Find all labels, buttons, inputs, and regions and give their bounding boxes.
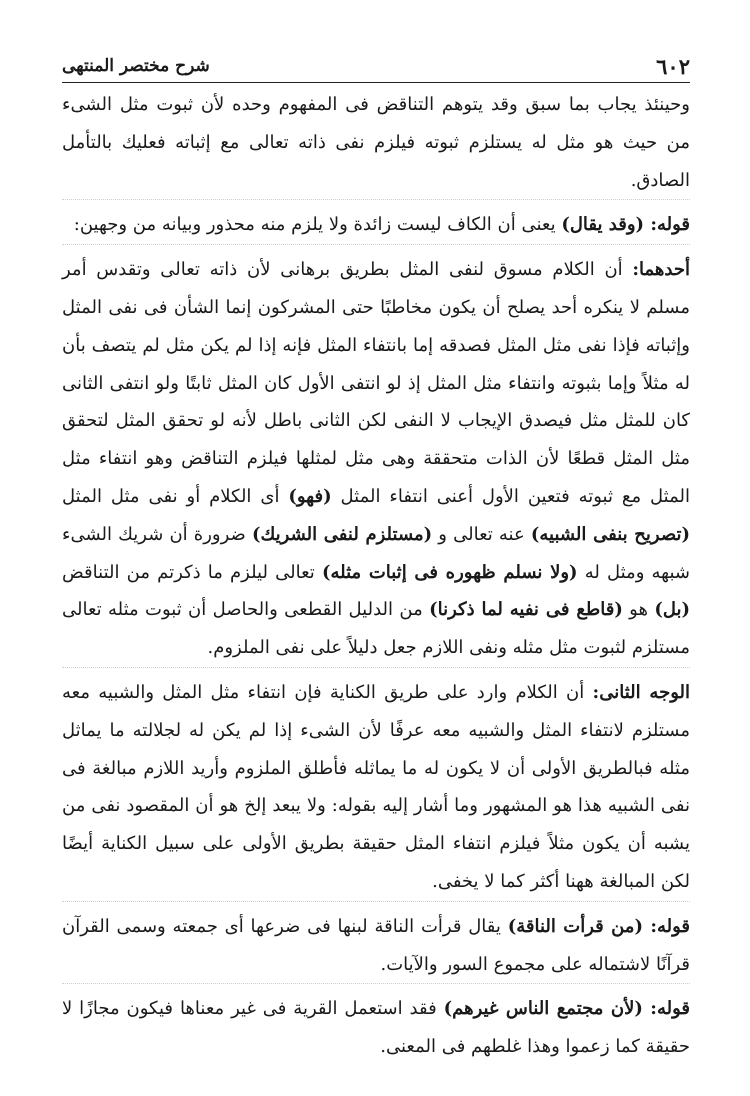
- paragraph-text: من الدليل القطعى والحاصل أن ثبوت مثله تعالى مستلزم لثبوت مثل مثله ونفى اللازم جعل دليلاً على نفى الملزوم.: [62, 599, 690, 659]
- commentary-lemma: (فهو): [288, 485, 332, 507]
- commentary-lemma: أحدهما:: [632, 259, 690, 281]
- commentary-lemma: قوله: (لأن مجتمع الناس غيرهم): [443, 998, 690, 1020]
- paragraph-separator: [62, 983, 690, 984]
- paragraph-text: وحينئذ يجاب بما سبق وقد يتوهم التناقض فى المفهوم وحده لأن ثبوت مثل الشىء من حيث هو مثل له يستلزم ثبوته فيلزم نفى ذاته تعالى مع إثباته فعليك بالتأمل الصادق.: [62, 94, 690, 191]
- commentary-lemma: الوجه الثانى:: [592, 681, 690, 703]
- paragraph-text: أى الكلام أو نفى مثل المثل: [62, 485, 289, 507]
- page-number: ٦٠٢: [656, 54, 690, 79]
- paragraph-text: تعالى ليلزم ما ذكرتم من التناقض: [62, 561, 322, 583]
- paragraph-text: هو: [622, 599, 655, 621]
- commentary-lemma: (قاطع فى نفيه لما ذكرنا): [429, 599, 623, 621]
- paragraph-separator: [62, 667, 690, 668]
- paragraph: [62, 206, 690, 244]
- paragraph-text: ضرورة أن شريك الشىء شبهه ومثل له: [62, 523, 690, 583]
- header-rule: [62, 82, 690, 83]
- paragraph: [62, 674, 690, 901]
- commentary-lemma: (مستلزم لنفى الشريك): [251, 523, 433, 545]
- paragraph: [62, 908, 690, 984]
- paragraph: [62, 990, 690, 1066]
- paragraph-text: فقد استعمل القرية فى غير معناها فيكون مجازًا لا حقيقة كما زعموا وهذا غلطهم فى المعنى.: [62, 998, 690, 1058]
- paragraph-text: يعنى أن الكاف ليست زائدة ولا يلزم منه محذور وبيانه من وجهين:: [73, 214, 562, 236]
- paragraph: [62, 86, 690, 199]
- commentary-lemma: قوله: (من قرأت الناقة): [507, 915, 691, 937]
- page-body: [62, 86, 690, 1066]
- paragraph-separator: [62, 199, 690, 200]
- commentary-lemma: قوله: (وقد يقال): [561, 214, 690, 236]
- paragraph-text: عنه تعالى و: [432, 523, 531, 545]
- running-title: شرح مختصر المنتهى: [62, 56, 210, 76]
- commentary-lemma: (ولا نسلم ظهوره فى إثبات مثله): [321, 561, 578, 583]
- commentary-lemma: (بل): [654, 599, 691, 621]
- paragraph-separator: [62, 244, 690, 245]
- page-header: [62, 54, 690, 80]
- paragraph: [62, 251, 690, 667]
- paragraph-text: أن الكلام وارد على طريق الكناية فإن انتفاء مثل المثل والشبيه معه مستلزم لانتفاء المثل والشبيه معه عرفًا لأن الشىء إذا لم يكن له لجلالته ما يماثل مثله فبالطريق الأولى أن لا يكون له ما يماثله فأطلق الملزوم وأريد اللازم مبالغة فى نفى الشبيه هذا هو المشهور وما أشار إليه بقوله: ولا يبعد إلخ هو أن المقصود نفى من يشبه أن يكون مثلاً فيلزم انتفاء المثل حقيقة بطريق الأولى على سبيل الكناية أيضًا لكن المبالغة ههنا أكثر كما لا يخفى.: [62, 681, 690, 892]
- paragraph-text: يقال قرأت الناقة لبنها فى ضرعها أى جمعته وسمى القرآن قرآنًا لاشتماله على مجموع السور والآيات.: [62, 915, 690, 975]
- commentary-lemma: (تصريح بنفى الشبيه): [530, 523, 690, 545]
- paragraph-text: أن الكلام مسوق لنفى المثل بطريق برهانى لأن ذاته تعالى وتقدس أمر مسلم لا ينكره أحد يصلح أن يكون مخاطبًا حتى المشركون إنما الشأن فى نفى المثل وإثباته فإذا نفى مثل المثل فصدقه إما بانتفاء المثل فإنه إذا لم يكن مثل لم يتصف بأن له مثلاً وإما بثبوته وانتفاء مثل المثل إذ لو انتفى الأول كان المثل ثابتًا ولو انتفى الثانى كان للمثل مثل فيصدق الإيجاب لا النفى لكن الثانى باطل لأنه لو تحقق المثل لتحقق مثل المثل قطعًا لأن الذات متحققة وهى مثل لمثلها فيلزم التناقض وهو انتفاء مثل المثل مع ثبوته فتعين الأول أعنى انتفاء المثل: [62, 259, 690, 507]
- paragraph-separator: [62, 901, 690, 902]
